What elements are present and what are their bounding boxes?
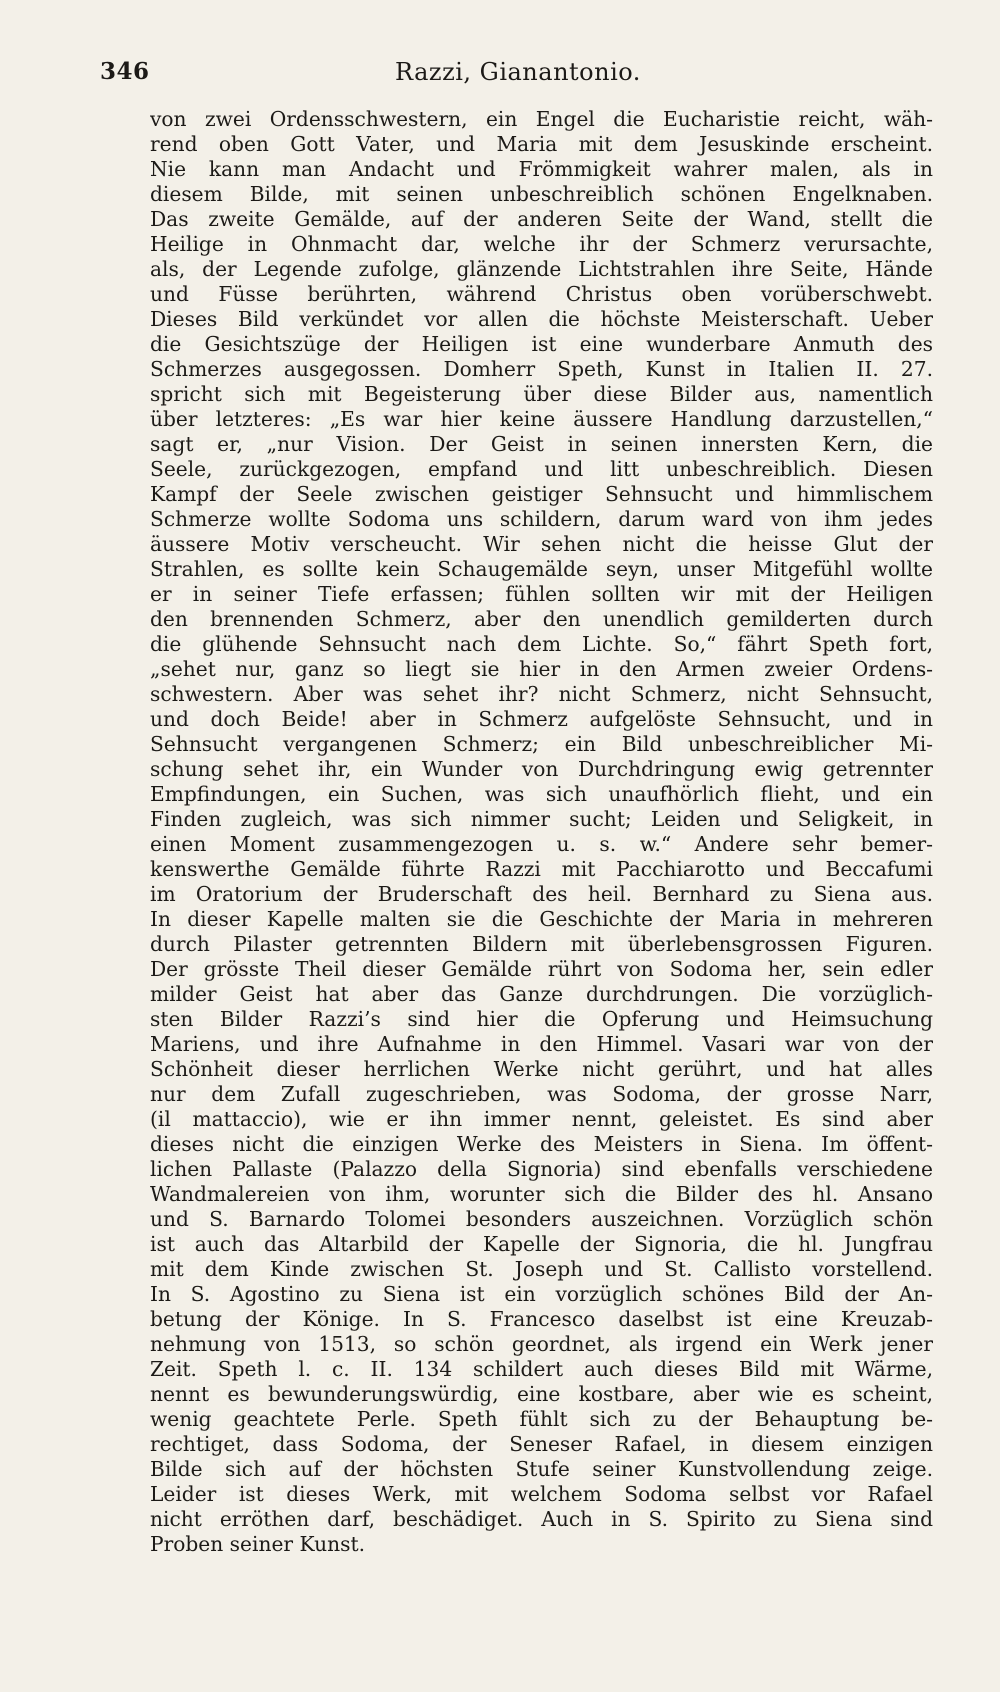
text-line: wenig geachtete Perle. Speth fühlt sich zu der Behauptung be- [150, 1407, 933, 1431]
text-line: Finden zugleich, was sich nimmer sucht; Leiden und Seligkeit, in [150, 807, 933, 831]
text-line: Leider ist dieses Werk, mit welchem Sodoma selbst vor Rafael [150, 1482, 933, 1506]
text-line: In dieser Kapelle malten sie die Geschichte der Maria in mehreren [150, 907, 933, 931]
text-line: über letzteres: „Es war hier keine äussere Handlung darzustellen,“ [150, 407, 933, 431]
text-line: nennt es bewunderungswürdig, eine kostbare, aber wie es scheint, [150, 1382, 933, 1406]
text-line: Empfindungen, ein Suchen, was sich unaufhörlich flieht, und ein [150, 782, 933, 806]
text-line: Seele, zurückgezogen, empfand und litt unbeschreiblich. Diesen [150, 457, 933, 481]
text-line: nicht erröthen darf, beschädiget. Auch in S. Spirito zu Siena sind [150, 1507, 933, 1531]
text-line: Kampf der Seele zwischen geistiger Sehnsucht und himmlischem [150, 482, 933, 506]
page-number: 346 [100, 58, 150, 85]
text-line: Schmerze wollte Sodoma uns schildern, darum ward von ihm jedes [150, 507, 933, 531]
text-line: milder Geist hat aber das Ganze durchdrungen. Die vorzüglich- [150, 982, 933, 1006]
text-line: kenswerthe Gemälde führte Razzi mit Pacchiarotto und Beccafumi [150, 857, 933, 881]
text-line: Schönheit dieser herrlichen Werke nicht gerührt, und hat alles [150, 1057, 933, 1081]
text-line: lichen Pallaste (Palazzo della Signoria) sind ebenfalls verschiedene [150, 1157, 933, 1181]
text-line: Nie kann man Andacht und Frömmigkeit wahrer malen, als in [150, 157, 933, 181]
text-line: betung der Könige. In S. Francesco daselbst ist eine Kreuzab- [150, 1307, 933, 1331]
text-line: Proben seiner Kunst. [150, 1532, 365, 1556]
text-line: dieses nicht die einzigen Werke des Meisters in Siena. Im öffent- [150, 1132, 933, 1156]
text-line: den brennenden Schmerz, aber den unendlich gemilderten durch [150, 607, 933, 631]
text-line: sten Bilder Razzi’s sind hier die Opferung und Heimsuchung [150, 1007, 933, 1031]
text-line: Wandmalereien von ihm, worunter sich die Bilder des hl. Ansano [150, 1182, 933, 1206]
text-line: Der grösste Theil dieser Gemälde rührt von Sodoma her, sein edler [150, 957, 933, 981]
text-line: „sehet nur, ganz so liegt sie hier in den Armen zweier Ordens- [150, 657, 933, 681]
text-line: schwestern. Aber was sehet ihr? nicht Schmerz, nicht Sehnsucht, [150, 682, 933, 706]
text-line: Heilige in Ohnmacht dar, welche ihr der Schmerz verursachte, [150, 232, 933, 256]
text-line: Bilde sich auf der höchsten Stufe seiner Kunstvollendung zeige. [150, 1457, 933, 1481]
text-line: er in seiner Tiefe erfassen; fühlen sollten wir mit der Heiligen [150, 582, 933, 606]
text-line: Mariens, und ihre Aufnahme in den Himmel. Vasari war von der [150, 1032, 933, 1056]
text-line: die glühende Sehnsucht nach dem Lichte. So,“ fährt Speth fort, [150, 632, 933, 656]
text-line: im Oratorium der Bruderschaft des heil. Bernhard zu Siena aus. [150, 882, 933, 906]
text-line: und Füsse berührten, während Christus oben vorüberschwebt. [150, 282, 933, 306]
text-line: Zeit. Speth l. c. II. 134 schildert auch dieses Bild mit Wärme, [150, 1357, 933, 1381]
text-line: schung sehet ihr, ein Wunder von Durchdringung ewig getrennter [150, 757, 933, 781]
text-line: Strahlen, es sollte kein Schaugemälde seyn, unser Mitgefühl wollte [150, 557, 933, 581]
text-line: spricht sich mit Begeisterung über diese Bilder aus, namentlich [150, 382, 933, 406]
text-line: (il mattaccio), wie er ihn immer nennt, geleistet. Es sind aber [150, 1107, 933, 1131]
text-line: durch Pilaster getrennten Bildern mit überlebensgrossen Figuren. [150, 932, 933, 956]
text-line: rend oben Gott Vater, und Maria mit dem Jesuskinde erscheint. [150, 132, 933, 156]
text-line: Dieses Bild verkündet vor allen die höchste Meisterschaft. Ueber [150, 307, 933, 331]
text-line: von zwei Ordensschwestern, ein Engel die Eucharistie reicht, wäh- [150, 107, 933, 131]
text-line: und S. Barnardo Tolomei besonders auszeichnen. Vorzüglich schön [150, 1207, 933, 1231]
text-line: einen Moment zusammengezogen u. s. w.“ Andere sehr bemer- [150, 832, 933, 856]
text-line: Schmerzes ausgegossen. Domherr Speth, Kunst in Italien II. 27. [150, 357, 933, 381]
text-line: ist auch das Altarbild der Kapelle der Signoria, die hl. Jungfrau [150, 1232, 933, 1256]
page-header [100, 58, 930, 94]
text-line: nehmung von 1513, so schön geordnet, als irgend ein Werk jener [150, 1332, 933, 1356]
text-line: die Gesichtszüge der Heiligen ist eine wunderbare Anmuth des [150, 332, 933, 356]
text-line: Sehnsucht vergangenen Schmerz; ein Bild unbeschreiblicher Mi- [150, 732, 933, 756]
text-line: In S. Agostino zu Siena ist ein vorzüglich schönes Bild der An- [150, 1282, 933, 1306]
text-line: Das zweite Gemälde, auf der anderen Seite der Wand, stellt die [150, 207, 933, 231]
text-line: als, der Legende zufolge, glänzende Lichtstrahlen ihre Seite, Hände [150, 257, 933, 281]
text-line: äussere Motiv verscheucht. Wir sehen nicht die heisse Glut der [150, 532, 933, 556]
text-line: sagt er, „nur Vision. Der Geist in seinen innersten Kern, die [150, 432, 933, 456]
body-text [150, 107, 933, 1557]
running-title: Razzi, Gianantonio. [395, 58, 641, 86]
text-line: diesem Bilde, mit seinen unbeschreiblich schönen Engelknaben. [150, 182, 933, 206]
text-line: rechtiget, dass Sodoma, der Seneser Rafael, in diesem einzigen [150, 1432, 933, 1456]
text-line: und doch Beide! aber in Schmerz aufgelöste Sehnsucht, und in [150, 707, 933, 731]
text-line: mit dem Kinde zwischen St. Joseph und St. Callisto vorstellend. [150, 1257, 933, 1281]
text-line: nur dem Zufall zugeschrieben, was Sodoma, der grosse Narr, [150, 1082, 933, 1106]
